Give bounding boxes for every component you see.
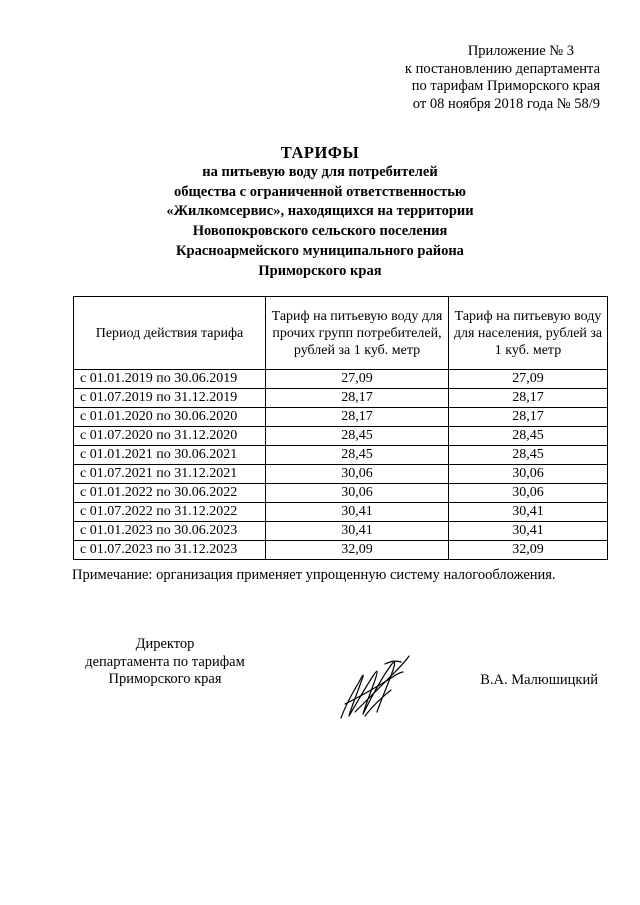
title-main: ТАРИФЫ	[280, 143, 360, 162]
other-tariff-cell: 28,45	[266, 446, 449, 465]
document-title	[60, 143, 580, 282]
other-tariff-cell: 27,09	[266, 370, 449, 389]
population-tariff-cell: 30,06	[449, 484, 608, 503]
table-row	[74, 484, 608, 503]
title-line: Красноармейского муниципального района	[176, 242, 464, 259]
table-row	[74, 503, 608, 522]
appendix-date: от 08 ноября 2018 года № 58/9	[412, 95, 600, 112]
period-cell: с 01.01.2020 по 30.06.2020	[74, 408, 266, 427]
population-tariff-cell: 28,45	[449, 446, 608, 465]
population-tariff-cell: 27,09	[449, 370, 608, 389]
table-row	[74, 541, 608, 560]
population-tariff-cell: 28,45	[449, 427, 608, 446]
period-cell: с 01.07.2019 по 31.12.2019	[74, 389, 266, 408]
signer-name: В.А. Малюшицкий	[480, 672, 598, 688]
title-line: Приморского края	[258, 262, 382, 279]
table-row	[74, 408, 608, 427]
tax-note: Примечание: организация применяет упрощенную систему налогообложения.	[72, 567, 556, 583]
title-line: Новопокровского сельского поселения	[192, 223, 448, 240]
signer-title	[70, 636, 260, 689]
signer-region: Приморского края	[108, 671, 222, 687]
signer-department: департамента по тарифам	[85, 653, 245, 670]
other-tariff-cell: 28,17	[266, 408, 449, 427]
population-tariff-cell: 30,41	[449, 522, 608, 541]
period-cell: с 01.07.2023 по 31.12.2023	[74, 541, 266, 560]
period-cell: с 01.01.2023 по 30.06.2023	[74, 522, 266, 541]
table-row	[74, 465, 608, 484]
period-cell: с 01.01.2022 по 30.06.2022	[74, 484, 266, 503]
header-other-tariff: Тариф на питьевую воду для прочих групп потребителей, рублей за 1 куб. метр	[266, 297, 449, 370]
population-tariff-cell: 28,17	[449, 408, 608, 427]
table-row	[74, 389, 608, 408]
population-tariff-cell: 30,06	[449, 465, 608, 484]
title-line: на питьевую воду для потребителей	[202, 163, 438, 180]
table-row	[74, 522, 608, 541]
population-tariff-cell: 28,17	[449, 389, 608, 408]
other-tariff-cell: 30,41	[266, 503, 449, 522]
other-tariff-cell: 32,09	[266, 541, 449, 560]
other-tariff-cell: 30,06	[266, 484, 449, 503]
other-tariff-cell: 28,17	[266, 389, 449, 408]
header-population-tariff: Тариф на питьевую воду для населения, рублей за 1 куб. метр	[449, 297, 608, 370]
appendix-resolution: к постановлению департамента	[404, 60, 600, 77]
other-tariff-cell: 30,41	[266, 522, 449, 541]
population-tariff-cell: 30,41	[449, 503, 608, 522]
appendix-header	[370, 43, 600, 113]
tariff-table	[73, 296, 608, 560]
other-tariff-cell: 28,45	[266, 427, 449, 446]
signer-position: Директор	[135, 636, 195, 652]
population-tariff-cell: 32,09	[449, 541, 608, 560]
appendix-number: Приложение № 3	[467, 43, 574, 59]
table-header-row	[74, 297, 608, 370]
period-cell: с 01.01.2021 по 30.06.2021	[74, 446, 266, 465]
period-cell: с 01.01.2019 по 30.06.2019	[74, 370, 266, 389]
table-row	[74, 427, 608, 446]
table-row	[74, 370, 608, 389]
other-tariff-cell: 30,06	[266, 465, 449, 484]
table-row	[74, 446, 608, 465]
title-line: «Жилкомсервис», находящихся на территории	[166, 203, 474, 220]
title-line: общества с ограниченной ответственностью	[174, 183, 466, 200]
period-cell: с 01.07.2022 по 31.12.2022	[74, 503, 266, 522]
header-period: Период действия тарифа	[74, 297, 266, 370]
period-cell: с 01.07.2020 по 31.12.2020	[74, 427, 266, 446]
handwritten-signature	[335, 652, 415, 722]
appendix-department: по тарифам Приморского края	[411, 78, 600, 94]
period-cell: с 01.07.2021 по 31.12.2021	[74, 465, 266, 484]
